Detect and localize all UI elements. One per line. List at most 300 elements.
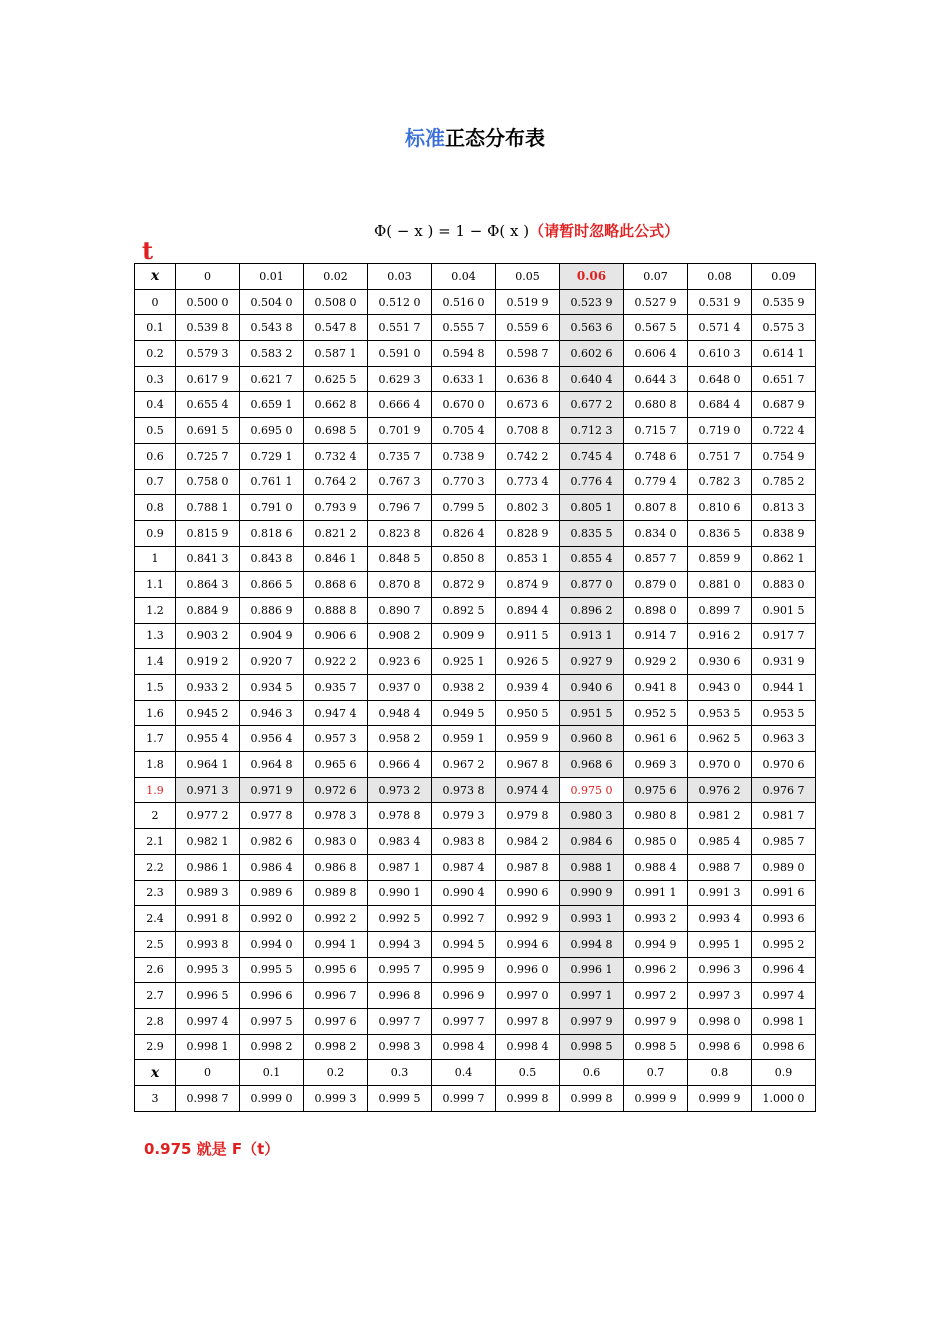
table-cell: 0.995 2 xyxy=(752,931,816,957)
table-cell: 0.862 1 xyxy=(752,546,816,572)
table-cell: 0.810 6 xyxy=(688,495,752,521)
table-cell: 0.983 4 xyxy=(368,829,432,855)
table-row xyxy=(135,572,816,598)
table-cell: 0.961 6 xyxy=(624,726,688,752)
table-cell: 0.997 5 xyxy=(240,1008,304,1034)
table-cell: 0.987 4 xyxy=(432,854,496,880)
table-row xyxy=(135,726,816,752)
table-cell: 0.985 4 xyxy=(688,829,752,855)
table-cell: 0.998 2 xyxy=(304,1034,368,1060)
header-cell: 0.4 xyxy=(432,1060,496,1086)
table-cell: 0.937 0 xyxy=(368,675,432,701)
table-cell: 0.973 8 xyxy=(432,777,496,803)
normal-distribution-table xyxy=(134,263,816,1112)
table-cell: 0.903 2 xyxy=(176,623,240,649)
table-cell: 0.970 0 xyxy=(688,752,752,778)
table-cell: 0.980 3 xyxy=(560,803,624,829)
table-cell: 0.919 2 xyxy=(176,649,240,675)
table-cell: 0.818 6 xyxy=(240,520,304,546)
table-cell: 0.997 1 xyxy=(560,983,624,1009)
table-cell: 0.754 9 xyxy=(752,443,816,469)
table-row xyxy=(135,777,816,803)
table-cell: 0.996 9 xyxy=(432,983,496,1009)
table-cell: 0.967 8 xyxy=(496,752,560,778)
table-row xyxy=(135,1034,816,1060)
table-cell: 0.799 5 xyxy=(432,495,496,521)
row-label-cell: 2.4 xyxy=(135,906,176,932)
table-cell: 0.935 7 xyxy=(304,675,368,701)
table-cell: 0.625 5 xyxy=(304,366,368,392)
table-row xyxy=(135,392,816,418)
table-cell: 0.610 3 xyxy=(688,341,752,367)
table-cell: 0.583 2 xyxy=(240,341,304,367)
table-cell: 0.994 5 xyxy=(432,931,496,957)
row-label-cell: 2.9 xyxy=(135,1034,176,1060)
header-cell: 0.1 xyxy=(240,1060,304,1086)
table-cell: 0.996 5 xyxy=(176,983,240,1009)
table-cell: 0.551 7 xyxy=(368,315,432,341)
table-cell: 0.977 2 xyxy=(176,803,240,829)
table-cell: 0.968 6 xyxy=(560,752,624,778)
table-cell: 0.997 9 xyxy=(560,1008,624,1034)
table-cell: 0.995 1 xyxy=(688,931,752,957)
table-cell: 0.959 9 xyxy=(496,726,560,752)
table-cell: 0.997 7 xyxy=(368,1008,432,1034)
row-label-cell: 2.7 xyxy=(135,983,176,1009)
table-row xyxy=(135,597,816,623)
row-label-cell: 2.6 xyxy=(135,957,176,983)
table-cell: 0.828 9 xyxy=(496,520,560,546)
table-cell: 0.587 1 xyxy=(304,341,368,367)
header-cell: 0.3 xyxy=(368,1060,432,1086)
table-cell: 0.735 7 xyxy=(368,443,432,469)
row-label-cell: 1.1 xyxy=(135,572,176,598)
table-cell: 0.695 0 xyxy=(240,418,304,444)
table-cell: 0.991 3 xyxy=(688,880,752,906)
table-cell: 0.991 6 xyxy=(752,880,816,906)
row-label-cell: 1.4 xyxy=(135,649,176,675)
table-cell: 0.834 0 xyxy=(624,520,688,546)
table-cell: 0.838 9 xyxy=(752,520,816,546)
table-cell: 0.998 6 xyxy=(752,1034,816,1060)
header-cell: 0.09 xyxy=(752,264,816,290)
row-label-cell: 0.1 xyxy=(135,315,176,341)
table-cell: 0.938 2 xyxy=(432,675,496,701)
table-cell: 0.864 3 xyxy=(176,572,240,598)
table-cell: 0.535 9 xyxy=(752,289,816,315)
row-label-cell: 2.1 xyxy=(135,829,176,855)
table-cell: 0.947 4 xyxy=(304,700,368,726)
table-cell: 0.563 6 xyxy=(560,315,624,341)
table-cell: 0.999 7 xyxy=(432,1086,496,1112)
table-cell: 0.719 0 xyxy=(688,418,752,444)
table-cell: 0.989 0 xyxy=(752,854,816,880)
table-row xyxy=(135,906,816,932)
table-row xyxy=(135,341,816,367)
table-cell: 0.738 9 xyxy=(432,443,496,469)
table-cell: 0.870 8 xyxy=(368,572,432,598)
table-cell: 0.748 6 xyxy=(624,443,688,469)
table-cell: 0.914 7 xyxy=(624,623,688,649)
table-cell: 0.996 1 xyxy=(560,957,624,983)
table-cell: 0.995 5 xyxy=(240,957,304,983)
table-cell: 0.751 7 xyxy=(688,443,752,469)
table-cell: 0.998 1 xyxy=(752,1008,816,1034)
table-cell: 0.662 8 xyxy=(304,392,368,418)
table-cell: 0.996 8 xyxy=(368,983,432,1009)
table-cell: 0.974 4 xyxy=(496,777,560,803)
table-cell: 0.701 9 xyxy=(368,418,432,444)
table-cell: 0.815 9 xyxy=(176,520,240,546)
table-cell: 0.940 6 xyxy=(560,675,624,701)
table-row xyxy=(135,649,816,675)
table-cell: 0.956 4 xyxy=(240,726,304,752)
table-row xyxy=(135,983,816,1009)
table-cell: 0.559 6 xyxy=(496,315,560,341)
table-cell: 0.796 7 xyxy=(368,495,432,521)
table-cell: 0.591 0 xyxy=(368,341,432,367)
table-cell: 0.579 3 xyxy=(176,341,240,367)
table-cell: 0.742 2 xyxy=(496,443,560,469)
table-cell: 0.901 5 xyxy=(752,597,816,623)
header-cell: 0.6 xyxy=(560,1060,624,1086)
row-label-cell: 1.5 xyxy=(135,675,176,701)
row-label-cell: 0.7 xyxy=(135,469,176,495)
table-cell: 0.500 0 xyxy=(176,289,240,315)
table-cell: 0.998 1 xyxy=(176,1034,240,1060)
table-cell: 0.508 0 xyxy=(304,289,368,315)
row-label-cell: 0.4 xyxy=(135,392,176,418)
table-row xyxy=(135,495,816,521)
table-cell: 0.991 1 xyxy=(624,880,688,906)
table-cell: 0.994 8 xyxy=(560,931,624,957)
table-cell: 0.813 3 xyxy=(752,495,816,521)
table-cell: 0.998 7 xyxy=(176,1086,240,1112)
table-cell: 0.971 9 xyxy=(240,777,304,803)
table-row xyxy=(135,469,816,495)
table-cell: 0.836 5 xyxy=(688,520,752,546)
table-cell: 0.892 5 xyxy=(432,597,496,623)
table-cell: 1.000 0 xyxy=(752,1086,816,1112)
table-cell: 0.712 3 xyxy=(560,418,624,444)
row-label-cell: 2.2 xyxy=(135,854,176,880)
table-cell: 0.997 4 xyxy=(752,983,816,1009)
table-cell: 0.691 5 xyxy=(176,418,240,444)
table-cell: 0.547 8 xyxy=(304,315,368,341)
table-cell: 0.896 2 xyxy=(560,597,624,623)
table-cell: 0.959 1 xyxy=(432,726,496,752)
table-cell: 0.868 6 xyxy=(304,572,368,598)
table-cell: 0.881 0 xyxy=(688,572,752,598)
table-row xyxy=(135,854,816,880)
table-cell: 0.659 1 xyxy=(240,392,304,418)
table-cell: 0.982 1 xyxy=(176,829,240,855)
table-cell: 0.978 8 xyxy=(368,803,432,829)
title-blue-part: 标准 xyxy=(405,126,445,150)
table-cell: 0.826 4 xyxy=(432,520,496,546)
table-cell: 0.966 4 xyxy=(368,752,432,778)
table-cell: 0.758 0 xyxy=(176,469,240,495)
table-cell: 0.996 7 xyxy=(304,983,368,1009)
table-cell: 0.970 6 xyxy=(752,752,816,778)
symmetry-formula xyxy=(374,220,679,241)
row-label-cell: 0.3 xyxy=(135,366,176,392)
table-cell: 0.944 1 xyxy=(752,675,816,701)
header-cell: 0 xyxy=(176,264,240,290)
table-cell: 0.993 1 xyxy=(560,906,624,932)
table-cell: 0.979 8 xyxy=(496,803,560,829)
row-label-cell: 2 xyxy=(135,803,176,829)
table-cell: 0.575 3 xyxy=(752,315,816,341)
table-cell: 0.990 4 xyxy=(432,880,496,906)
table-cell: 0.785 2 xyxy=(752,469,816,495)
table-cell: 0.958 2 xyxy=(368,726,432,752)
footer-note: 0.975 就是 F（t） xyxy=(144,1140,280,1158)
table-row xyxy=(135,1008,816,1034)
table-cell: 0.606 4 xyxy=(624,341,688,367)
table-cell: 0.981 2 xyxy=(688,803,752,829)
table-cell: 0.992 2 xyxy=(304,906,368,932)
table-cell: 0.732 4 xyxy=(304,443,368,469)
table-cell: 0.857 7 xyxy=(624,546,688,572)
table-cell: 0.906 6 xyxy=(304,623,368,649)
table-cell: 0.994 6 xyxy=(496,931,560,957)
table-cell: 0.655 4 xyxy=(176,392,240,418)
table-cell: 0.997 3 xyxy=(688,983,752,1009)
header-cell: 0.7 xyxy=(624,1060,688,1086)
table-cell: 0.850 8 xyxy=(432,546,496,572)
table-cell: 0.965 6 xyxy=(304,752,368,778)
table-cell: 0.571 4 xyxy=(688,315,752,341)
table-cell: 0.990 9 xyxy=(560,880,624,906)
table-cell: 0.962 5 xyxy=(688,726,752,752)
table-cell: 0.997 0 xyxy=(496,983,560,1009)
table-cell: 0.923 6 xyxy=(368,649,432,675)
table-cell: 0.989 3 xyxy=(176,880,240,906)
table-cell: 0.805 1 xyxy=(560,495,624,521)
table-cell: 0.953 5 xyxy=(752,700,816,726)
table-cell: 0.931 9 xyxy=(752,649,816,675)
header-cell: 0.07 xyxy=(624,264,688,290)
table-cell: 0.788 1 xyxy=(176,495,240,521)
table-cell: 0.846 1 xyxy=(304,546,368,572)
table-cell: 0.651 7 xyxy=(752,366,816,392)
header-cell: 0.05 xyxy=(496,264,560,290)
table-cell: 0.975 6 xyxy=(624,777,688,803)
table-row xyxy=(135,803,816,829)
table-cell: 0.992 7 xyxy=(432,906,496,932)
table-cell: 0.996 2 xyxy=(624,957,688,983)
header-cell: 0.8 xyxy=(688,1060,752,1086)
table-cell: 0.927 9 xyxy=(560,649,624,675)
table-cell: 0.855 4 xyxy=(560,546,624,572)
header-cell: 0.06 xyxy=(560,264,624,290)
table-cell: 0.960 8 xyxy=(560,726,624,752)
table-cell: 0.859 9 xyxy=(688,546,752,572)
table-cell: 0.972 6 xyxy=(304,777,368,803)
table-cell: 0.995 3 xyxy=(176,957,240,983)
table-cell: 0.770 3 xyxy=(432,469,496,495)
row-label-cell: 2.5 xyxy=(135,931,176,957)
table-cell: 0.973 2 xyxy=(368,777,432,803)
table-cell: 0.999 9 xyxy=(688,1086,752,1112)
table-cell: 0.949 5 xyxy=(432,700,496,726)
table-row xyxy=(135,752,816,778)
table-cell: 0.708 8 xyxy=(496,418,560,444)
table-cell: 0.988 7 xyxy=(688,854,752,880)
table-cell: 0.920 7 xyxy=(240,649,304,675)
row-label-cell: 1 xyxy=(135,546,176,572)
table-cell: 0.964 1 xyxy=(176,752,240,778)
table-cell: 0.977 8 xyxy=(240,803,304,829)
table-row xyxy=(135,443,816,469)
table-cell: 0.992 9 xyxy=(496,906,560,932)
table-cell: 0.715 7 xyxy=(624,418,688,444)
row-label-cell: 0.5 xyxy=(135,418,176,444)
table-cell: 0.997 9 xyxy=(624,1008,688,1034)
table-cell: 0.999 8 xyxy=(560,1086,624,1112)
table-cell: 0.929 2 xyxy=(624,649,688,675)
table-cell: 0.598 7 xyxy=(496,341,560,367)
table-cell: 0.916 2 xyxy=(688,623,752,649)
table-cell: 0.957 3 xyxy=(304,726,368,752)
row-label-cell: 1.2 xyxy=(135,597,176,623)
row-label-cell: 1.7 xyxy=(135,726,176,752)
table-cell: 0.776 4 xyxy=(560,469,624,495)
table-cell: 0.729 1 xyxy=(240,443,304,469)
table-row xyxy=(135,289,816,315)
table-cell: 0.934 5 xyxy=(240,675,304,701)
table-cell: 0.807 8 xyxy=(624,495,688,521)
table-cell: 0.909 9 xyxy=(432,623,496,649)
row-label-cell: 0.2 xyxy=(135,341,176,367)
table-cell: 0.939 4 xyxy=(496,675,560,701)
table-cell: 0.993 8 xyxy=(176,931,240,957)
table-cell: 0.670 0 xyxy=(432,392,496,418)
table-row xyxy=(135,315,816,341)
table-cell: 0.516 0 xyxy=(432,289,496,315)
table-cell: 0.684 4 xyxy=(688,392,752,418)
t-marker: t xyxy=(142,236,154,265)
table-cell: 0.835 5 xyxy=(560,520,624,546)
table-cell: 0.764 2 xyxy=(304,469,368,495)
table-cell: 0.943 0 xyxy=(688,675,752,701)
table-cell: 0.994 9 xyxy=(624,931,688,957)
row-label-cell: 1.9 xyxy=(135,777,176,803)
table-cell: 0.950 5 xyxy=(496,700,560,726)
table-cell: 0.987 1 xyxy=(368,854,432,880)
table-cell: 0.602 6 xyxy=(560,341,624,367)
table-row xyxy=(135,418,816,444)
table-header-row xyxy=(135,264,816,290)
row-label-cell: 2.3 xyxy=(135,880,176,906)
row-label-cell: 0 xyxy=(135,289,176,315)
row-label-cell: 1.3 xyxy=(135,623,176,649)
table-cell: 0.996 3 xyxy=(688,957,752,983)
table-cell: 0.555 7 xyxy=(432,315,496,341)
table-row xyxy=(135,829,816,855)
row-label-cell: 1.8 xyxy=(135,752,176,778)
table-cell: 0.993 2 xyxy=(624,906,688,932)
row-label-cell: 2.8 xyxy=(135,1008,176,1034)
table-cell: 0.531 9 xyxy=(688,289,752,315)
table-cell: 0.999 0 xyxy=(240,1086,304,1112)
table-cell: 0.848 5 xyxy=(368,546,432,572)
table-row xyxy=(135,366,816,392)
table-cell: 0.872 9 xyxy=(432,572,496,598)
table-cell: 0.791 0 xyxy=(240,495,304,521)
table-cell: 0.673 6 xyxy=(496,392,560,418)
table-cell: 0.997 6 xyxy=(304,1008,368,1034)
table-cell: 0.988 4 xyxy=(624,854,688,880)
table-cell: 0.725 7 xyxy=(176,443,240,469)
table-cell: 0.994 1 xyxy=(304,931,368,957)
table-cell: 0.941 8 xyxy=(624,675,688,701)
table-cell: 0.874 9 xyxy=(496,572,560,598)
table-cell: 0.841 3 xyxy=(176,546,240,572)
table-cell: 0.933 2 xyxy=(176,675,240,701)
table-cell: 0.666 4 xyxy=(368,392,432,418)
table-cell: 0.997 2 xyxy=(624,983,688,1009)
table-cell: 0.917 7 xyxy=(752,623,816,649)
table-cell: 0.985 7 xyxy=(752,829,816,855)
table-row xyxy=(135,931,816,957)
header-cell: 0.03 xyxy=(368,264,432,290)
table-cell: 0.636 8 xyxy=(496,366,560,392)
table-cell: 0.998 5 xyxy=(624,1034,688,1060)
table-row xyxy=(135,957,816,983)
table-cell: 0.877 0 xyxy=(560,572,624,598)
table-cell: 0.908 2 xyxy=(368,623,432,649)
table-cell: 0.782 3 xyxy=(688,469,752,495)
table-row xyxy=(135,1086,816,1112)
table-cell: 0.614 1 xyxy=(752,341,816,367)
table-header-row xyxy=(135,1060,816,1086)
table-cell: 0.899 7 xyxy=(688,597,752,623)
header-cell: 0.2 xyxy=(304,1060,368,1086)
header-cell: 0.08 xyxy=(688,264,752,290)
table-cell: 0.504 0 xyxy=(240,289,304,315)
table-cell: 0.543 8 xyxy=(240,315,304,341)
row-label-cell: 0.9 xyxy=(135,520,176,546)
table-cell: 0.988 1 xyxy=(560,854,624,880)
header-cell: 0 xyxy=(176,1060,240,1086)
table-cell: 0.853 1 xyxy=(496,546,560,572)
table-cell: 0.539 8 xyxy=(176,315,240,341)
table-cell: 0.705 4 xyxy=(432,418,496,444)
table-cell: 0.985 0 xyxy=(624,829,688,855)
table-cell: 0.997 8 xyxy=(496,1008,560,1034)
table-cell: 0.982 6 xyxy=(240,829,304,855)
formula-text: Φ( − x ) = 1 − Φ( x ) xyxy=(374,222,530,240)
table-cell: 0.987 8 xyxy=(496,854,560,880)
table-cell: 0.963 3 xyxy=(752,726,816,752)
table-cell: 0.989 6 xyxy=(240,880,304,906)
table-cell: 0.821 2 xyxy=(304,520,368,546)
table-row xyxy=(135,520,816,546)
table-cell: 0.994 0 xyxy=(240,931,304,957)
table-row xyxy=(135,880,816,906)
table-cell: 0.997 7 xyxy=(432,1008,496,1034)
row-label-cell: 1.6 xyxy=(135,700,176,726)
table-cell: 0.930 6 xyxy=(688,649,752,675)
header-cell: 0.02 xyxy=(304,264,368,290)
table-cell: 0.953 5 xyxy=(688,700,752,726)
table-cell: 0.984 2 xyxy=(496,829,560,855)
table-cell: 0.523 9 xyxy=(560,289,624,315)
table-cell: 0.680 8 xyxy=(624,392,688,418)
table-cell: 0.964 8 xyxy=(240,752,304,778)
